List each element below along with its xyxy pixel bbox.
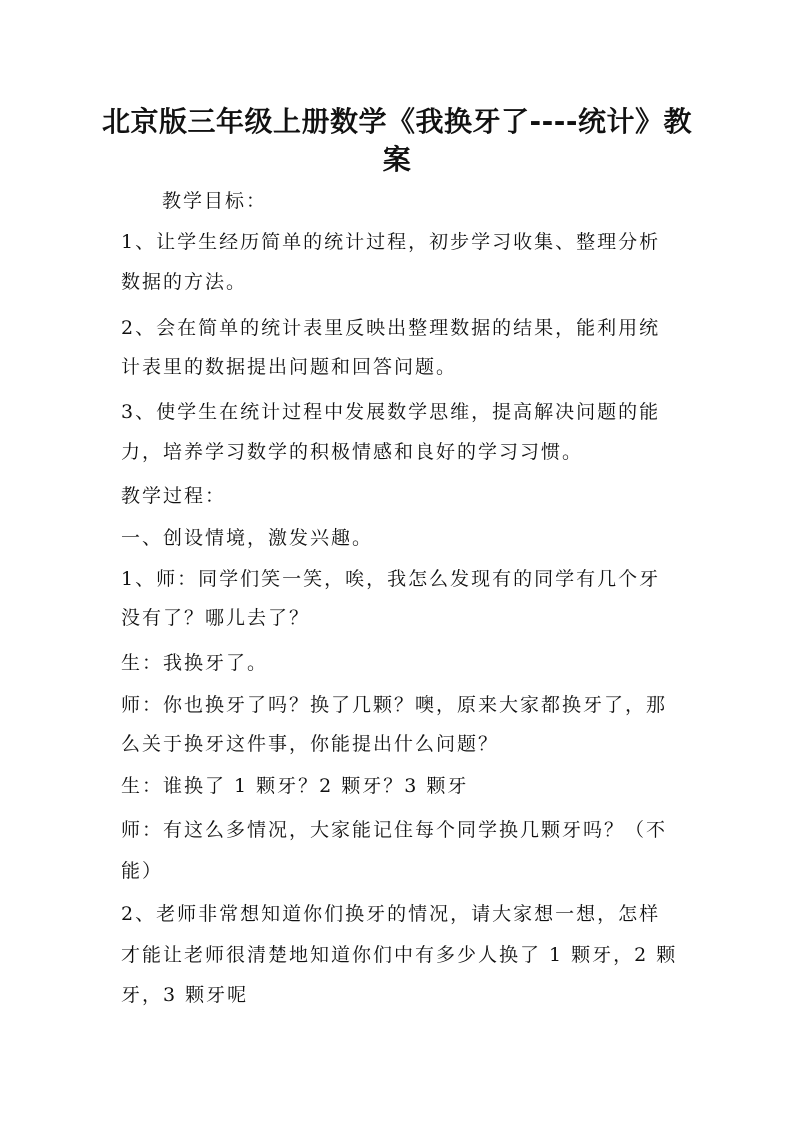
text-line: 计表里的数据提出问题和回答问题。 — [121, 356, 458, 378]
text-line: 一、创设情境，激发兴趣。 — [121, 527, 374, 549]
text-line: 才能让老师很清楚地知道你们中有多少人换了 1 颗牙，2 颗 — [121, 944, 678, 966]
text-line: 1、师：同学们笑一笑，唉，我怎么发现有的同学有几个牙 — [121, 568, 661, 590]
text-line: 力，培养学习数学的积极情感和良好的学习习惯。 — [121, 441, 584, 463]
text-line: 生：我换牙了。 — [121, 652, 269, 674]
text-line: 2、会在简单的统计表里反映出整理数据的结果，能利用统 — [121, 317, 661, 339]
text-line: 1、让学生经历简单的统计过程，初步学习收集、整理分析 — [121, 231, 661, 253]
text-line: 牙，3 颗牙呢 — [121, 984, 249, 1006]
text-line: 2、老师非常想知道你们换牙的情况，请大家想一想，怎样 — [121, 903, 661, 925]
document-title-line-2: 案 — [382, 143, 412, 176]
section-heading-objectives: 教学目标： — [162, 190, 268, 212]
text-line: 师：有这么多情况，大家能记住每个同学换几颗牙吗？（不 — [121, 819, 668, 841]
document-title-line-1: 北京版三年级上册数学《我换牙了----统计》教 — [102, 105, 692, 138]
text-line: 3、使学生在统计过程中发展数学思维，提高解决问题的能 — [121, 401, 661, 423]
text-line: 能） — [121, 860, 164, 882]
text-line: 师：你也换牙了吗？换了几颗？噢，原来大家都换牙了，那 — [121, 694, 668, 716]
text-line: 么关于换牙这件事，你能提出什么问题？ — [121, 733, 500, 755]
text-line: 生：谁换了 1 颗牙？2 颗牙？3 颗牙 — [121, 775, 469, 797]
text-line: 数据的方法。 — [121, 271, 248, 293]
text-line: 没有了？哪儿去了？ — [121, 607, 311, 629]
section-heading-process: 教学过程： — [121, 485, 227, 507]
